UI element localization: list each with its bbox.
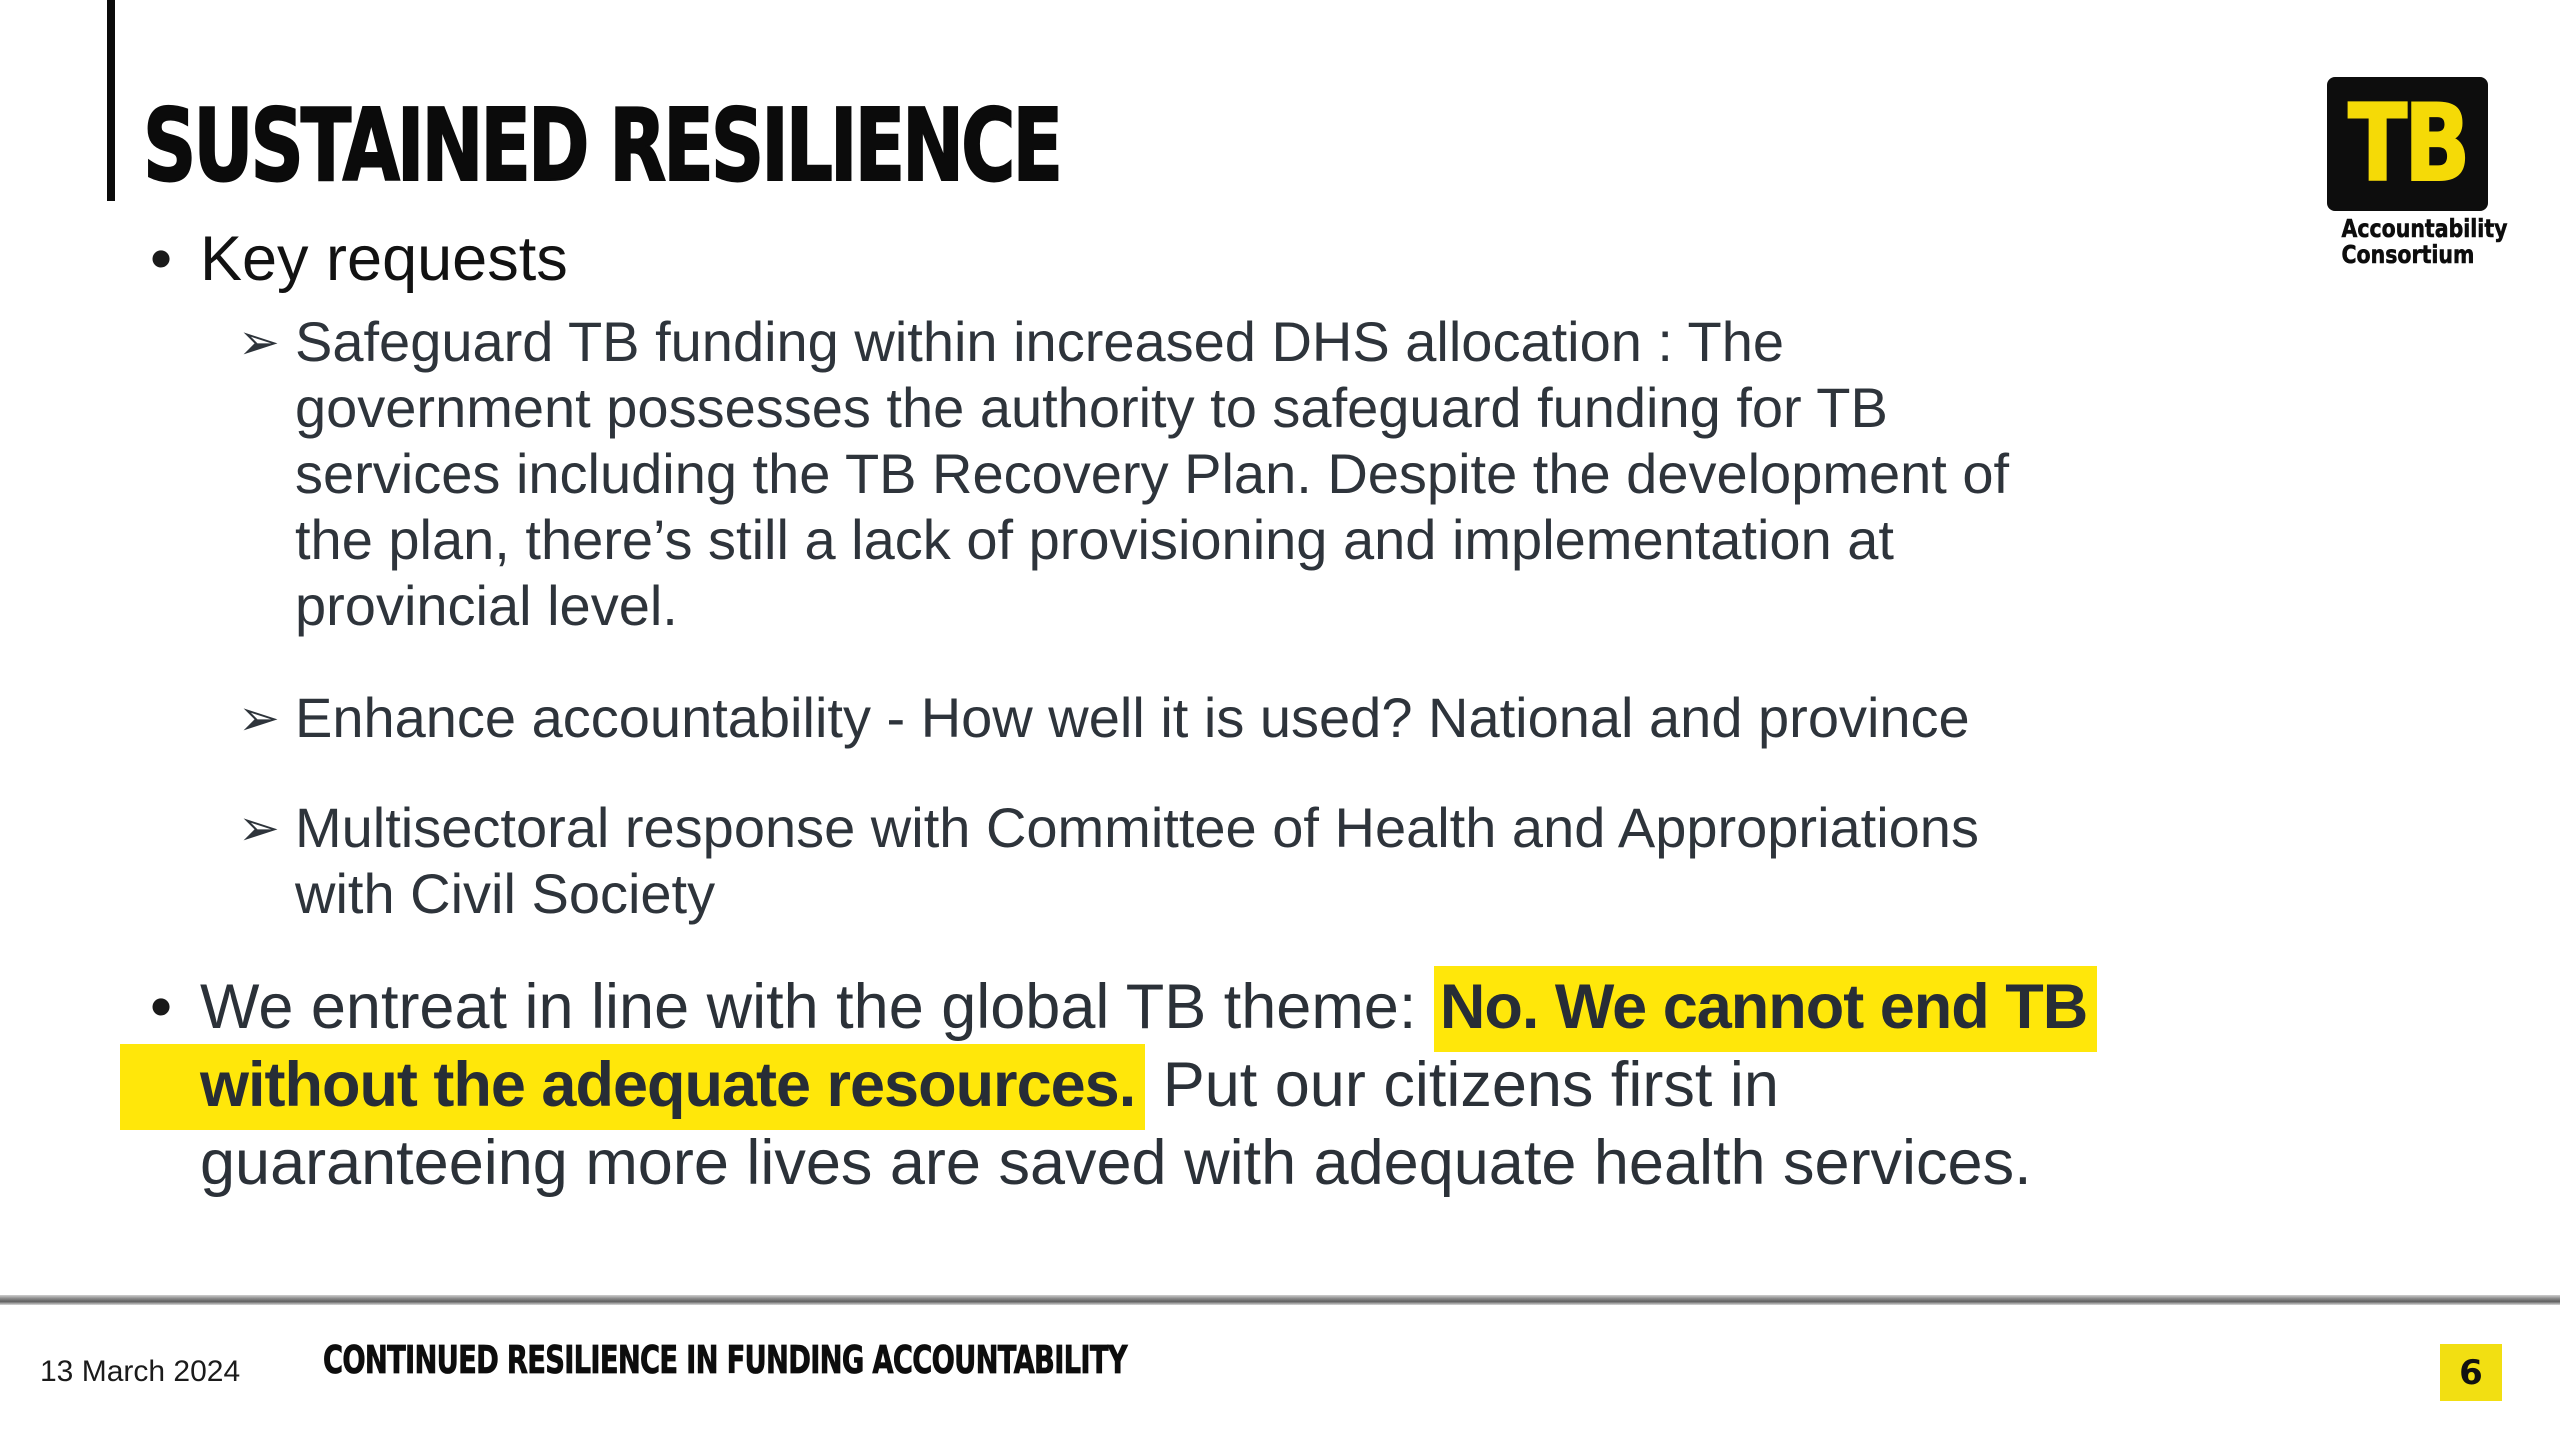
bullet-key-requests <box>150 224 568 294</box>
arrow-bullet-icon: ➢ <box>238 314 280 370</box>
highlighted-text: No. We cannot end TB <box>1434 966 2097 1052</box>
page-number: 6 <box>2459 1352 2483 1393</box>
text-line: provincial level. <box>295 574 678 637</box>
footer-title: CONTINUED RESILIENCE IN FUNDING ACCOUNTABILITY <box>323 1338 1127 1382</box>
arrow-bullet-icon: ➢ <box>238 690 280 746</box>
sub-bullet-multisectoral <box>238 795 1979 927</box>
logo-caption-line1: Accountability <box>2341 214 2508 243</box>
text-line: Multisectoral response with Committee of Health and Appropriations <box>295 796 1979 859</box>
sub-bullet-enhance <box>238 685 1970 751</box>
text-line: Safeguard TB funding within increased DHS allocation : The <box>295 310 1785 373</box>
page-number-badge <box>2440 1344 2502 1401</box>
text-line: services including the TB Recovery Plan. Despite the development of <box>295 442 2010 505</box>
bullet-key-requests-label: Key requests <box>200 224 568 294</box>
sub-bullet-safeguard-text <box>295 309 2009 639</box>
text-line: the plan, there’s still a lack of provisioning and implementation at <box>295 508 1894 571</box>
footer-divider <box>0 1295 2560 1305</box>
entreat-normal-1: We entreat in line with the global TB theme: <box>200 972 1434 1042</box>
bullet-we-entreat-text <box>200 968 2097 1202</box>
text-line <box>200 968 2097 1046</box>
entreat-normal-2: Put our citizens first in <box>1145 1050 1779 1120</box>
bullet-marker: • <box>150 972 173 1042</box>
text-line: with Civil Society <box>295 862 716 925</box>
sub-bullet-safeguard <box>238 309 2009 639</box>
arrow-bullet-icon: ➢ <box>238 800 280 856</box>
text-line: Enhance accountability - How well it is used? National and province <box>295 686 1970 749</box>
logo-caption-line2: Consortium <box>2341 240 2475 269</box>
highlighted-text: without the adequate resources. <box>120 1044 1145 1130</box>
tb-consortium-logo <box>2327 77 2508 269</box>
footer-date: 13 March 2024 <box>40 1355 241 1388</box>
sub-bullet-multisectoral-text <box>295 795 1979 927</box>
text-line <box>200 1046 2097 1124</box>
bullet-marker: • <box>150 224 173 294</box>
text-line: government possesses the authority to safeguard funding for TB <box>295 376 1888 439</box>
page-title: SUSTAINED RESILIENCE <box>143 87 1061 204</box>
sub-bullet-enhance-text <box>295 685 1970 751</box>
text-line: guaranteeing more lives are saved with adequate health services. <box>200 1128 2032 1198</box>
logo-caption <box>2341 214 2508 269</box>
title-accent-bar <box>107 0 115 201</box>
tb-logo-text: TB <box>2347 82 2467 205</box>
bullet-we-entreat <box>150 968 2097 1202</box>
tb-logo-icon <box>2327 77 2488 211</box>
